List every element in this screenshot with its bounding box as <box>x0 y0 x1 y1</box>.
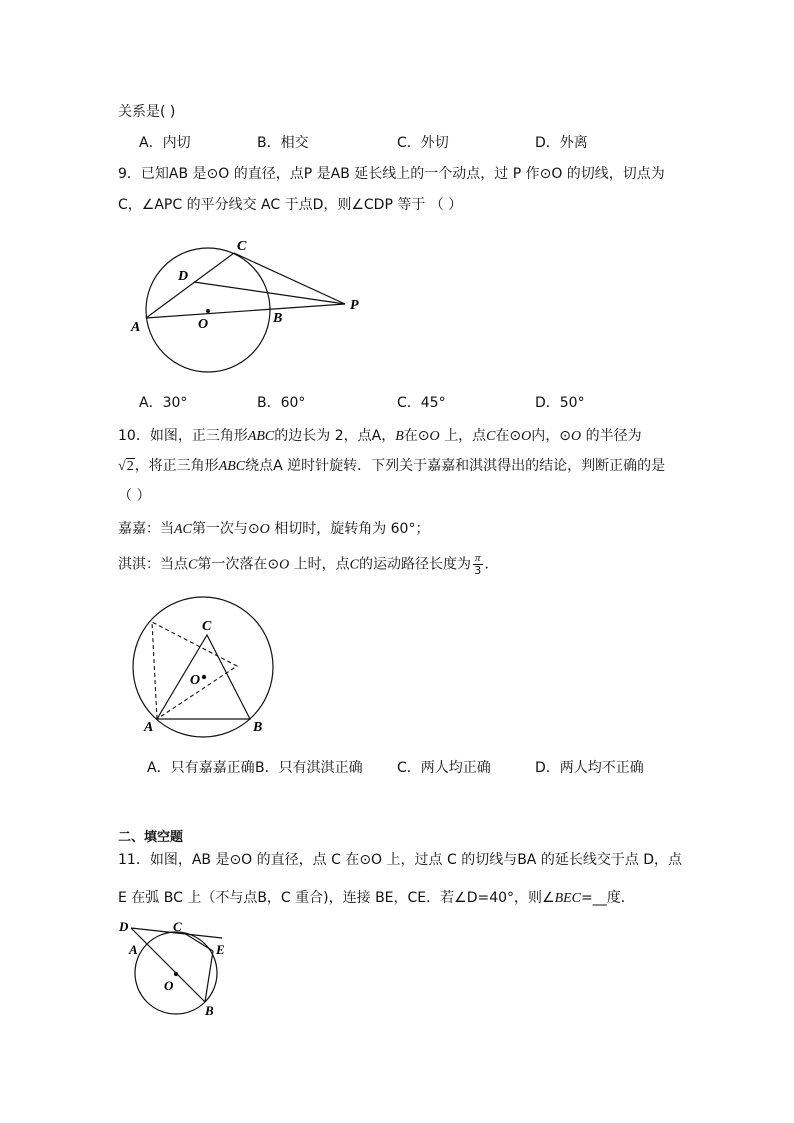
q10-sqrt: √2 <box>118 459 134 474</box>
q9-stem-line2: C，∠APC 的平分线交 AC 于点D，则∠CDP 等于 （ ） <box>118 197 463 213</box>
q10-option-d[interactable]: D．两人均不正确 <box>535 760 644 776</box>
q9-option-c[interactable]: C．45° <box>397 395 446 411</box>
q8-stem: 关系是( ) <box>118 104 176 120</box>
q8-option-a[interactable]: A．内切 <box>139 135 191 151</box>
q10-label-C: C <box>202 619 212 634</box>
q10-label-O: O <box>190 673 201 688</box>
q10-qi-C: C <box>188 557 198 573</box>
q10-label-B: B <box>253 720 263 735</box>
q11-label-B: B <box>205 1003 214 1018</box>
q11-label-E: E <box>216 942 225 957</box>
q10-l1-text-f: 内，⊙ <box>531 428 572 444</box>
q9-option-b[interactable]: B．60° <box>257 395 306 411</box>
q10-jia-text-c: 相切时，旋转角为 60°； <box>269 521 430 537</box>
q11-line-EB <box>205 951 213 1002</box>
q10-stem-line3: （ ） <box>118 488 151 504</box>
q9-option-a[interactable]: A．30° <box>139 395 188 411</box>
q10-qi-C2: C <box>349 557 359 573</box>
q10-l1-O2: O <box>521 429 532 444</box>
section-title: 二、填空题 <box>118 830 184 845</box>
q10-option-a[interactable]: A．只有嘉嘉正确 <box>147 760 255 776</box>
q9-option-d[interactable]: D．50° <box>535 395 585 411</box>
q11-l2-bec: BEC <box>554 891 582 906</box>
q10-qi-text-d: 的运动路径长度为 <box>359 556 471 573</box>
q8-option-c[interactable]: C．外切 <box>397 135 449 151</box>
q10-l1-text-g: 的半径为 <box>581 428 642 444</box>
q10-l1-text-d: 上，点 <box>439 428 487 444</box>
q10-qi-text-b: 第一次落在⊙ <box>197 556 280 573</box>
q10-jia-text-a: 嘉嘉：当 <box>118 521 174 537</box>
q10-l2-text-a: ，将正三角形 <box>134 458 219 474</box>
q10-qi-text-a: 淇淇：当点 <box>118 556 188 573</box>
q11-l2-text-a: E 在弧 BC 上（不与点B，C 重合)，连接 BE，CE．若∠D=40°，则∠ <box>118 890 555 906</box>
q11-label-O: O <box>164 978 174 993</box>
q9-label-C: C <box>237 239 247 254</box>
q10-option-b[interactable]: B．只有淇淇正确 <box>255 760 363 776</box>
q10-l1-text-c: 在⊙ <box>403 428 430 444</box>
q10-jia-ac: AC <box>174 522 192 537</box>
q9-label-D: D <box>178 269 189 284</box>
q10-l1-text-a: 10．如图，正三角形 <box>118 428 248 444</box>
q10-sqrt-value: 2 <box>126 459 134 474</box>
q10-option-c[interactable]: C．两人均正确 <box>397 760 491 776</box>
q11-label-D: D <box>119 919 129 934</box>
q11-l2-text-b: =__度． <box>581 890 635 906</box>
q8-option-d[interactable]: D．外离 <box>535 135 588 151</box>
q10-l1-O3: O <box>571 429 582 444</box>
q9-label-O: O <box>198 317 209 332</box>
q10-qi-O: O <box>279 557 290 573</box>
q9-label-B: B <box>273 311 283 326</box>
q11-label-A: A <box>129 942 138 957</box>
q10-l1-O1: O <box>429 429 440 444</box>
q10-l1-text-e: 在⊙ <box>495 428 522 444</box>
q11-center-dot <box>174 972 178 976</box>
q11-stem-line1: 11．如图，AB 是⊙O 的直径，点 C 在⊙O 上，过点 C 的切线与BA 的延长线交于点 D，点 <box>118 852 683 868</box>
q8-option-b[interactable]: B．相交 <box>257 135 309 151</box>
q10-l1-abc: ABC <box>247 429 275 444</box>
q9-label-P: P <box>350 298 359 313</box>
q10-fraction-num: π <box>475 552 481 564</box>
q10-qi-text-c: 上时，点 <box>289 556 350 573</box>
q10-l1-C: C <box>486 429 496 444</box>
q10-jia-O: O <box>259 522 270 537</box>
q9-stem-line1: 9．已知AB 是⊙O 的直径，点P 是AB 延长线上的一个动点，过 P 作⊙O 的切线，切点为 <box>118 166 665 182</box>
q11-label-C: C <box>173 919 182 934</box>
q10-fraction-den: 3 <box>474 564 482 577</box>
q10-l1-B: B <box>395 429 404 444</box>
q10-label-A: A <box>144 720 154 735</box>
q10-jia-text-b: 第一次与⊙ <box>191 521 260 537</box>
q10-qi-end: ． <box>484 556 499 573</box>
q9-label-A: A <box>131 320 141 335</box>
q10-l1-text-b: 的边长为 2，点A， <box>274 428 396 444</box>
q10-l2-text-b: 绕点A 逆时针旋转．下列关于嘉嘉和淇淇得出的结论，判断正确的是 <box>245 458 666 474</box>
q10-l2-abc: ABC <box>218 459 246 474</box>
